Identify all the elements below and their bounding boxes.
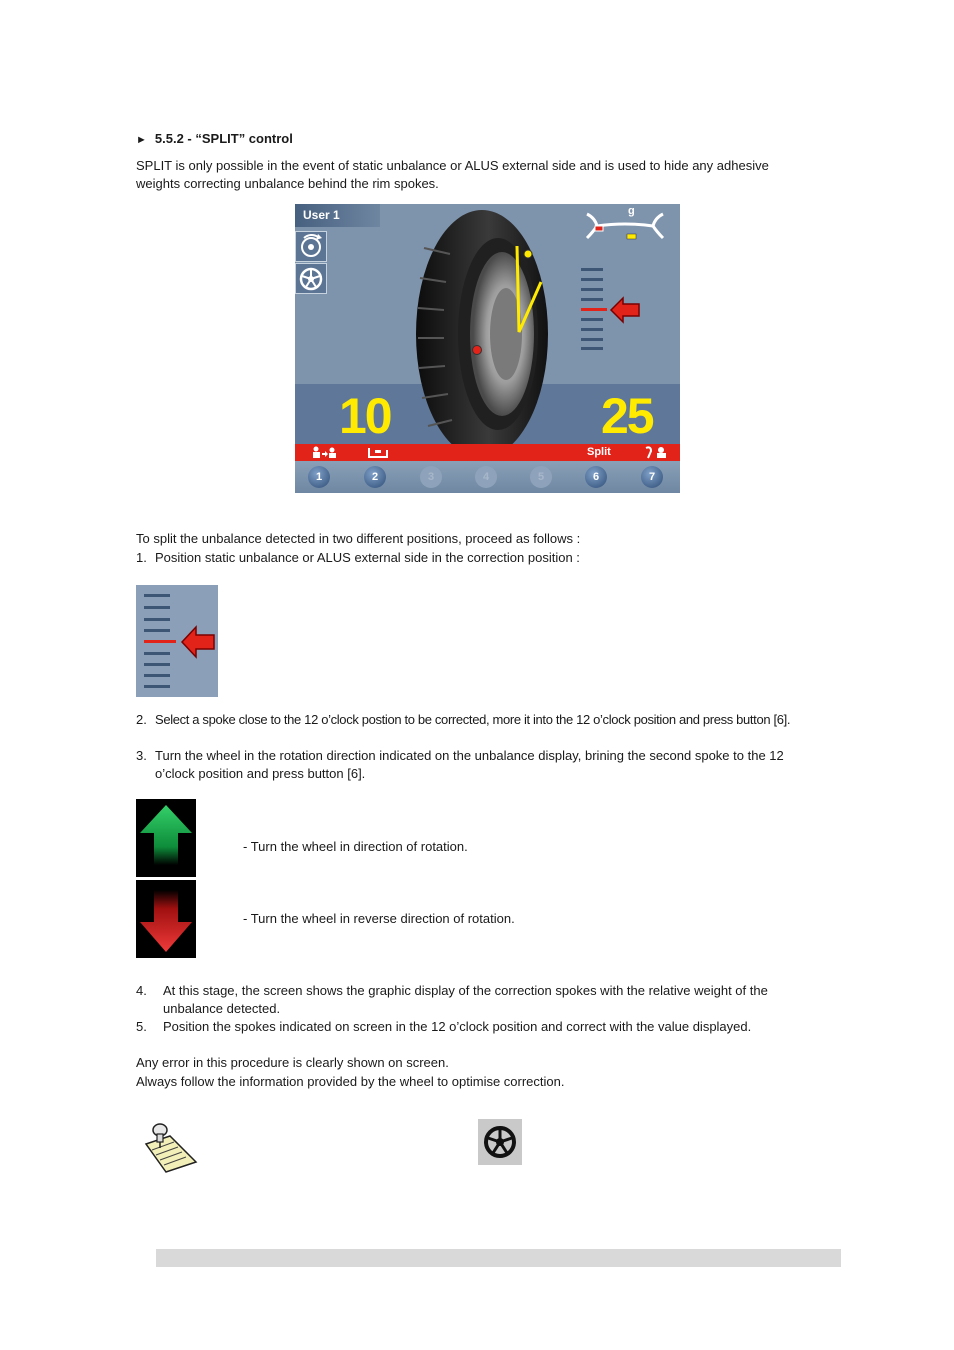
section-title: 5.5.2 - “SPLIT” control xyxy=(154,131,293,146)
step-text: At this stage, the screen shows the graphic display of the correction spokes with the relative weight of the unbalance detected. xyxy=(163,983,768,1016)
step-text: Select a spoke close to the 12 o’clock postion to be corrected, more it into the 12 o’clock position and press button [6]. xyxy=(155,712,791,727)
bullet-marker: ► xyxy=(136,134,147,146)
unbalance-indicator xyxy=(505,244,545,334)
left-value: 10 xyxy=(339,388,391,444)
note-pin-icon xyxy=(140,1122,200,1174)
function-bar xyxy=(295,444,680,461)
right-value: 25 xyxy=(601,388,653,444)
procedure-intro: To split the unbalance detected in two different positions, proceed as follows : xyxy=(136,531,581,546)
forward-arrow-box xyxy=(136,799,196,877)
step-text: Position static unbalance or ALUS external side in the correction position : xyxy=(155,550,580,565)
user-switch-icon xyxy=(311,446,337,459)
forward-arrow-text: - Turn the wheel in direction of rotation. xyxy=(243,839,468,854)
step-number: 3. xyxy=(136,748,147,763)
closing-line-1: Any error in this procedure is clearly shown on screen. xyxy=(136,1055,449,1070)
red-arrow-icon xyxy=(180,625,216,659)
step-number: 4. xyxy=(136,983,147,998)
footer-bar xyxy=(156,1249,841,1267)
arrow-down-icon xyxy=(136,880,196,958)
button-7[interactable]: 7 xyxy=(641,466,663,488)
wheel-spoke-icon xyxy=(295,263,327,294)
button-1[interactable]: 1 xyxy=(308,466,330,488)
user-label: User 1 xyxy=(295,204,380,227)
rotation-icon xyxy=(295,231,327,262)
button-4[interactable]: 4 xyxy=(475,466,497,488)
axle-icon xyxy=(585,206,665,242)
balancer-screen xyxy=(295,204,680,493)
split-label: Split xyxy=(587,446,611,458)
intro-paragraph: SPLIT is only possible in the event of static unbalance or ALUS external side and is used to hide any adhesive weights correcting unbalance behind the rim spokes. xyxy=(136,158,769,191)
reverse-arrow-box xyxy=(136,880,196,958)
reverse-arrow-text: - Turn the wheel in reverse direction of rotation. xyxy=(243,911,515,926)
step-text: Position the spokes indicated on screen in the 12 o’clock position and correct with the value displayed. xyxy=(163,1019,752,1034)
correction-position-gauge xyxy=(136,585,218,697)
step-number: 1. xyxy=(136,550,147,565)
arrow-up-icon xyxy=(136,799,196,877)
button-5[interactable]: 5 xyxy=(530,466,552,488)
step-number: 2. xyxy=(136,712,147,727)
section-heading xyxy=(136,131,293,146)
step-text: Turn the wheel in the rotation direction indicated on the unbalance display, brining the second spoke to the 12 o’clock position and press button [6]. xyxy=(155,748,784,781)
red-marker xyxy=(471,344,483,356)
button-2[interactable]: 2 xyxy=(364,466,386,488)
button-3[interactable]: 3 xyxy=(420,466,442,488)
settings-user-icon xyxy=(643,446,669,459)
weight-unit: g xyxy=(628,205,635,217)
button-6[interactable]: 6 xyxy=(585,466,607,488)
step-number: 5. xyxy=(136,1019,147,1034)
closing-line-2: Always follow the information provided by the wheel to optimise correction. xyxy=(136,1074,565,1089)
wheel-spoke-icon xyxy=(478,1119,522,1165)
button-row xyxy=(295,461,680,493)
rim-measure-icon xyxy=(367,446,389,459)
red-arrow-icon xyxy=(609,296,641,324)
